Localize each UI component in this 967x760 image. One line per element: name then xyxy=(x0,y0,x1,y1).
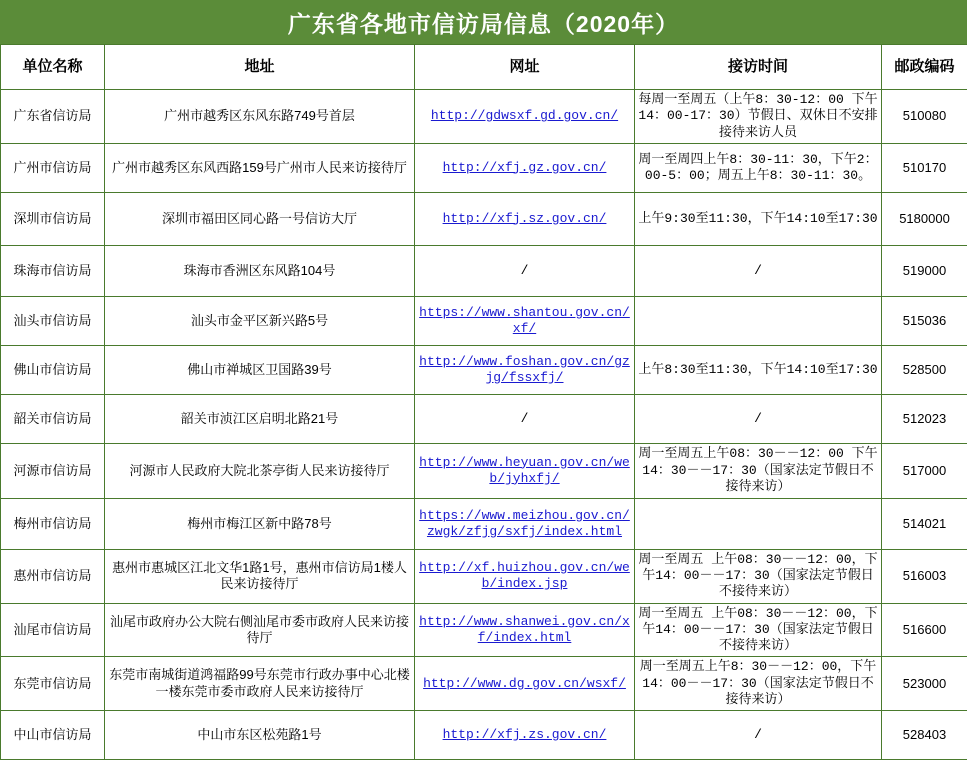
website-link[interactable]: http://xfj.sz.gov.cn/ xyxy=(443,211,607,226)
cell-reception-hours: 每周一至周五（上午8：30-12：00 下午14：00-17：30）节假日、双休日不安排接待来访人员 xyxy=(635,90,882,144)
table-row xyxy=(1,90,967,144)
column-header-website: 网址 xyxy=(415,45,635,90)
cell-website: / xyxy=(415,245,635,296)
cell-unit-name: 惠州市信访局 xyxy=(1,549,105,603)
cell-unit-name: 中山市信访局 xyxy=(1,711,105,760)
cell-unit-name: 东莞市信访局 xyxy=(1,657,105,711)
cell-address: 中山市东区松苑路1号 xyxy=(105,711,415,760)
cell-reception-hours: 周一至周五 上午08：30－－12：00，下午14：00－－17：30（国家法定节假日不接待来访） xyxy=(635,549,882,603)
cell-address: 汕头市金平区新兴路5号 xyxy=(105,296,415,345)
cell-postal-code: 510080 xyxy=(882,90,967,144)
cell-reception-hours: / xyxy=(635,711,882,760)
table-row xyxy=(1,549,967,603)
cell-reception-hours: 周一至周五上午08：30－－12：00 下午14：30－－17：30（国家法定节假日不接待来访） xyxy=(635,443,882,498)
cell-reception-hours: 周一至周四上午8：30-11：30，下午2：00-5：00；周五上午8：30-11：30。 xyxy=(635,143,882,192)
website-link[interactable]: https://www.meizhou.gov.cn/zwgk/zfjg/sxfj/index.html xyxy=(419,508,630,539)
cell-website xyxy=(415,498,635,549)
cell-reception-hours: 周一至周五 上午08：30－－12：00，下午14：00－－17：30（国家法定节假日不接待来访） xyxy=(635,603,882,657)
cell-postal-code: 514021 xyxy=(882,498,967,549)
cell-unit-name: 汕尾市信访局 xyxy=(1,603,105,657)
cell-postal-code: 515036 xyxy=(882,296,967,345)
cell-address: 汕尾市政府办公大院右侧汕尾市委市政府人民来访接待厅 xyxy=(105,603,415,657)
table-row xyxy=(1,711,967,760)
column-header-address: 地址 xyxy=(105,45,415,90)
xinfang-bureau-table xyxy=(0,44,967,760)
cell-address: 佛山市禅城区卫国路39号 xyxy=(105,345,415,394)
table-row xyxy=(1,296,967,345)
cell-unit-name: 珠海市信访局 xyxy=(1,245,105,296)
cell-unit-name: 广东省信访局 xyxy=(1,90,105,144)
cell-reception-hours: 上午9:30至11:30，下午14:10至17:30 xyxy=(635,192,882,245)
cell-postal-code: 528403 xyxy=(882,711,967,760)
cell-reception-hours: 周一至周五上午8：30－－12：00，下午14：00－－17：30（国家法定节假日不接待来访） xyxy=(635,657,882,711)
cell-postal-code: 517000 xyxy=(882,443,967,498)
website-link[interactable]: http://xfj.zs.gov.cn/ xyxy=(443,727,607,742)
cell-website xyxy=(415,296,635,345)
cell-unit-name: 梅州市信访局 xyxy=(1,498,105,549)
cell-website xyxy=(415,549,635,603)
table-header-row xyxy=(1,45,967,90)
table-row xyxy=(1,143,967,192)
website-link[interactable]: http://www.heyuan.gov.cn/web/jyhxfj/ xyxy=(419,455,630,486)
cell-address: 深圳市福田区同心路一号信访大厅 xyxy=(105,192,415,245)
cell-website xyxy=(415,90,635,144)
cell-postal-code: 519000 xyxy=(882,245,967,296)
cell-unit-name: 深圳市信访局 xyxy=(1,192,105,245)
cell-reception-hours xyxy=(635,296,882,345)
column-header-reception-hours: 接访时间 xyxy=(635,45,882,90)
cell-address: 河源市人民政府大院北茶亭街人民来访接待厅 xyxy=(105,443,415,498)
website-link[interactable]: http://www.shanwei.gov.cn/xf/index.html xyxy=(419,614,630,645)
page-title: 广东省各地市信访局信息（2020年） xyxy=(288,6,679,39)
cell-reception-hours: / xyxy=(635,394,882,443)
cell-website xyxy=(415,345,635,394)
cell-address: 广州市越秀区东风东路749号首层 xyxy=(105,90,415,144)
cell-postal-code: 512023 xyxy=(882,394,967,443)
website-link[interactable]: https://www.shantou.gov.cn/xf/ xyxy=(419,305,630,336)
cell-postal-code: 516600 xyxy=(882,603,967,657)
cell-address: 惠州市惠城区江北文华1路1号，惠州市信访局1楼人民来访接待厅 xyxy=(105,549,415,603)
cell-unit-name: 韶关市信访局 xyxy=(1,394,105,443)
website-link[interactable]: http://gdwsxf.gd.gov.cn/ xyxy=(431,108,618,123)
cell-website xyxy=(415,143,635,192)
cell-postal-code: 510170 xyxy=(882,143,967,192)
cell-postal-code: 5180000 xyxy=(882,192,967,245)
table-row xyxy=(1,345,967,394)
cell-address: 广州市越秀区东风西路159号广州市人民来访接待厅 xyxy=(105,143,415,192)
website-link[interactable]: http://xfj.gz.gov.cn/ xyxy=(443,160,607,175)
table-row xyxy=(1,657,967,711)
website-link[interactable]: http://www.foshan.gov.cn/gzjg/fssxfj/ xyxy=(419,354,630,385)
cell-postal-code: 516003 xyxy=(882,549,967,603)
cell-address: 韶关市浈江区启明北路21号 xyxy=(105,394,415,443)
cell-reception-hours: / xyxy=(635,245,882,296)
document-title-bar xyxy=(0,0,967,44)
table-row xyxy=(1,192,967,245)
table-row xyxy=(1,394,967,443)
cell-website: / xyxy=(415,394,635,443)
cell-unit-name: 佛山市信访局 xyxy=(1,345,105,394)
column-header-postal-code: 邮政编码 xyxy=(882,45,967,90)
table-row xyxy=(1,443,967,498)
cell-address: 梅州市梅江区新中路78号 xyxy=(105,498,415,549)
cell-website xyxy=(415,711,635,760)
cell-website xyxy=(415,443,635,498)
cell-unit-name: 汕头市信访局 xyxy=(1,296,105,345)
cell-address: 东莞市南城街道鸿福路99号东莞市行政办事中心北楼一楼东莞市委市政府人民来访接待厅 xyxy=(105,657,415,711)
cell-unit-name: 河源市信访局 xyxy=(1,443,105,498)
website-link[interactable]: http://xf.huizhou.gov.cn/web/index.jsp xyxy=(419,560,630,591)
website-link[interactable]: http://www.dg.gov.cn/wsxf/ xyxy=(423,676,626,691)
cell-website xyxy=(415,657,635,711)
cell-reception-hours: 上午8:30至11:30，下午14:10至17:30 xyxy=(635,345,882,394)
table-row xyxy=(1,603,967,657)
cell-reception-hours xyxy=(635,498,882,549)
cell-unit-name: 广州市信访局 xyxy=(1,143,105,192)
cell-postal-code: 528500 xyxy=(882,345,967,394)
column-header-unit-name: 单位名称 xyxy=(1,45,105,90)
cell-address: 珠海市香洲区东风路104号 xyxy=(105,245,415,296)
table-row xyxy=(1,498,967,549)
table-row xyxy=(1,245,967,296)
cell-postal-code: 523000 xyxy=(882,657,967,711)
cell-website xyxy=(415,192,635,245)
cell-website xyxy=(415,603,635,657)
